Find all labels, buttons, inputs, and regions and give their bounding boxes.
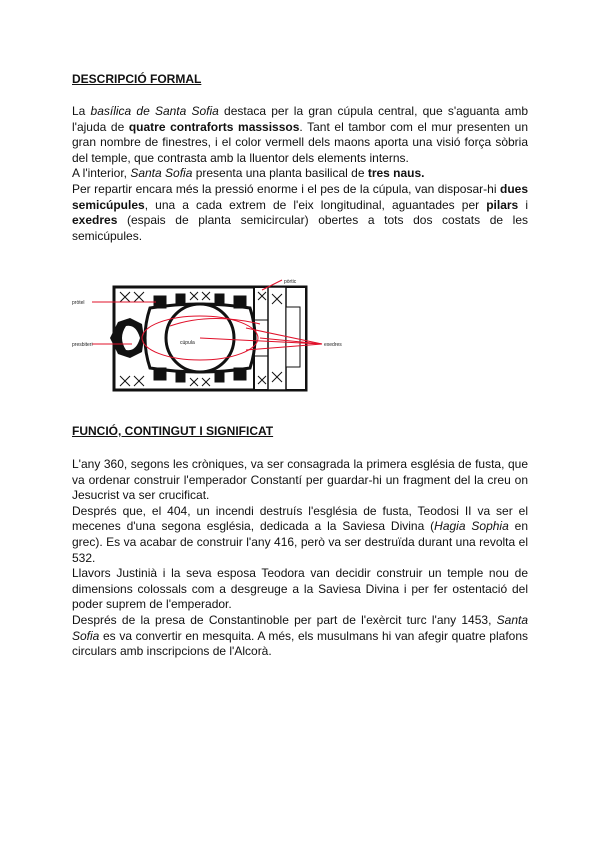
paragraph: L'any 360, segons les cròniques, va ser consagrada la primera església de fusta, que va ordenar construir l'emperador Constantí per guardar-hi un fragment del la creu on Jesucrist va ser crucificat. [72,457,528,503]
paragraph: Per repartir encara més la pressió enorme i el pes de la cúpula, van disposar-hi dues semicúpules, una a cada extrem de l'eix longitudinal, aguantades per pilars i exedres (espais de planta semicircular) obertes a tots dos costats de les semicúpules. [72,181,529,243]
paragraph: La basílica de Santa Sofia destaca per la gran cúpula central, que s'aguanta amb l'ajuda de quatre contraforts massissos. Tant el tambor com el mur presenten un gran nombre de finestres, i el color vermell dels maons aporta una visió força sòbria del temple, que contrasta amb la lluentor dels elements interns. [72,104,529,165]
floor-plan-diagram [60,272,540,402]
paragraph: Llavors Justinià i la seva esposa Teodora van decidir construir un temple nou de dimensions colossals com a desgreuge a la Saviesa Divina i per fer ostentació del poder suprem de l'emperador. [72,566,528,612]
label-pretel: pròtel [72,300,85,306]
section-title-function: FUNCIÓ, CONTINGUT I SIGNIFICAT [72,424,274,438]
formal-description-text [72,104,528,244]
label-presbiteri: presbiteri [72,342,93,348]
paragraph: A l'interior, Santa Sofia presenta una planta basilical de tres naus. [72,166,425,181]
label-exedres: exedres [324,342,342,348]
section-title-formal: DESCRIPCIÓ FORMAL [72,72,202,86]
paragraph: Després de la presa de Constantinoble per part de l'exèrcit turc l'any 1453, Santa Sofia es va convertir en mesquita. A més, els musulmans hi van afegir quatre plafons circulars amb inscripcions de l'Alcorà. [72,612,528,659]
label-portico: pòrtic [284,279,297,285]
label-cupula: cúpula [180,340,195,346]
paragraph: Després que, el 404, un incendi destruís l'església de fusta, Teodosi II va ser el mecenes d'una segona església, dedicada a la Saviesa Divina (Hagia Sophia en grec). Es va acabar de construir l'any 416, però va ser destruïda durant una revolta el 532. [72,503,528,565]
function-content-text [72,457,528,660]
